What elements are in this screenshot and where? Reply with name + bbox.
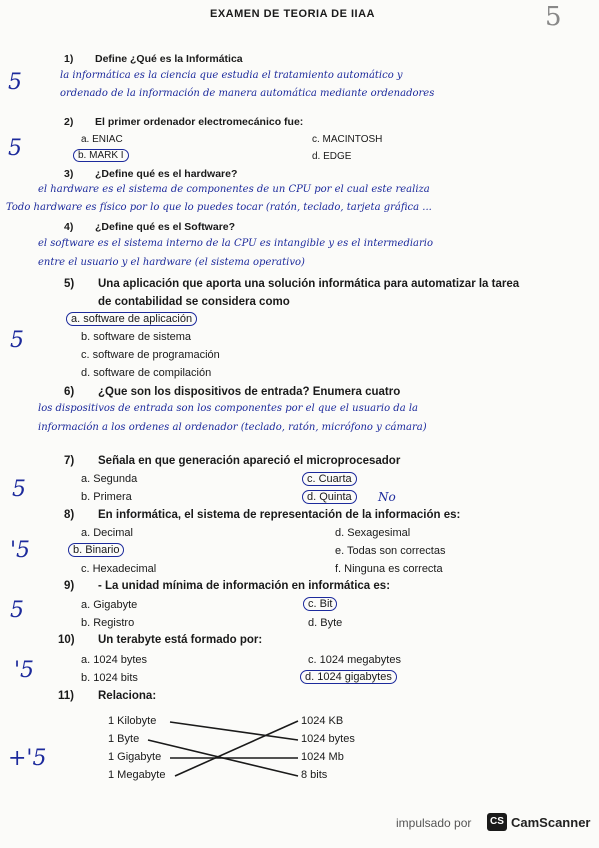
q10-text: Un terabyte está formado por: — [98, 634, 263, 646]
q5-option-c: c. software de programación — [81, 349, 220, 361]
q11-left-item: 1 Byte — [108, 733, 140, 745]
q11-right-item: 1024 bytes — [301, 733, 355, 745]
q7-option-c-selected: c. Cuarta — [302, 472, 357, 486]
q5-option-d: d. software de compilación — [81, 367, 212, 379]
q4-answer-line-2: entre el usuario y el hardware (el sistema operativo) — [38, 257, 305, 268]
q1-answer-line-1: la informática es la ciencia que estudia el tratamiento automático y — [60, 70, 403, 81]
q10-number: 10) — [58, 634, 75, 646]
q4-text: ¿Define qué es el Software? — [95, 221, 236, 233]
score-mark: 5 — [545, 2, 562, 32]
q10-option-b: b. 1024 bits — [81, 672, 138, 684]
q5-number: 5) — [64, 278, 75, 290]
q2-option-a: a. ENIAC — [81, 134, 123, 145]
q9-text: - La unidad mínima de información en informática es: — [98, 580, 391, 592]
match-line-megabyte-to-1024-kb — [175, 721, 298, 776]
q8-option-e: e. Todas son correctas — [335, 545, 446, 557]
match-line-kilobyte-to-1024-bytes — [170, 722, 298, 740]
q5-text: Una aplicación que aporta una solución informática para automatizar la tarea — [98, 278, 520, 290]
q4-number: 4) — [64, 221, 74, 233]
q6-text: ¿Que son los dispositivos de entrada? Enumera cuatro — [98, 386, 401, 398]
q11-right-item: 1024 Mb — [301, 751, 344, 763]
q2-option-b-selected: b. MARK I — [73, 149, 129, 162]
q5-option-a-selected: a. software de aplicación — [66, 312, 197, 326]
q3-answer-line-1: el hardware es el sistema de componentes de un CPU por el cual este realiza — [38, 184, 430, 195]
q11-left-item: 1 Gigabyte — [108, 751, 162, 763]
q9-number: 9) — [64, 580, 75, 592]
q11-number: 11) — [58, 690, 74, 702]
q7-grade-mark: 5 — [12, 477, 26, 502]
q11-right-item: 8 bits — [301, 769, 328, 781]
q8-text: En informática, el sistema de representación de la información es: — [98, 509, 461, 521]
q8-option-f: f. Ninguna es correcta — [335, 563, 443, 575]
q11-text: Relaciona: — [98, 690, 157, 702]
q10-grade-mark: '5 — [14, 658, 35, 683]
q6-number: 6) — [64, 386, 75, 398]
q8-option-d: d. Sexagesimal — [335, 527, 411, 539]
q9-option-b: b. Registro — [81, 617, 135, 629]
q8-number: 8) — [64, 509, 75, 521]
q6-answer-line-1: los dispositivos de entrada son los componentes por el que el usuario da la — [38, 403, 419, 414]
q3-text: ¿Define qué es el hardware? — [95, 168, 238, 180]
camscanner-brand: CamScanner — [511, 815, 591, 830]
q7-option-a: a. Segunda — [81, 473, 138, 485]
q4-answer-line-1: el software es el sistema interno de la CPU es intangible y es el intermediario — [38, 238, 434, 249]
q9-grade-mark: 5 — [10, 598, 24, 623]
q2-grade-mark: 5 — [8, 136, 22, 161]
q8-option-c: c. Hexadecimal — [81, 563, 157, 575]
q10-option-c: c. 1024 megabytes — [308, 654, 401, 666]
exam-title: EXAMEN DE TEORIA DE IIAA — [210, 8, 375, 20]
q11-left-item: 1 Kilobyte — [108, 715, 157, 727]
q10-option-d-selected: d. 1024 gigabytes — [300, 670, 397, 684]
q2-option-c: c. MACINTOSH — [312, 134, 383, 145]
q3-number: 3) — [64, 168, 74, 180]
q9-option-a: a. Gigabyte — [81, 599, 138, 611]
q5-grade-mark: 5 — [10, 328, 24, 353]
q3-answer-line-2: Todo hardware es físico por lo que lo puedes tocar (ratón, teclado, tarjeta gráfica ... — [6, 202, 432, 213]
q7-number: 7) — [64, 455, 75, 467]
q1-grade-mark: 5 — [8, 70, 22, 95]
q5-option-b: b. software de sistema — [81, 331, 192, 343]
q8-option-a: a. Decimal — [81, 527, 133, 539]
q9-option-c-selected: c. Bit — [303, 597, 337, 611]
q11-right-item: 1024 KB — [301, 715, 344, 727]
q9-option-d: d. Byte — [308, 617, 343, 629]
q2-text: El primer ordenador electromecánico fue: — [95, 116, 304, 128]
q7-option-d-circled: d. Quinta — [302, 490, 357, 504]
q8-option-b-selected: b. Binario — [68, 543, 124, 557]
q5-text-continued: de contabilidad se considera como — [98, 296, 290, 308]
footer-powered-by: impulsado por — [396, 816, 472, 830]
q1-answer-line-2: ordenado de la información de manera automática mediante ordenadores — [60, 88, 435, 99]
q1-text: Define ¿Qué es la Informática — [95, 53, 243, 65]
q6-answer-line-2: información a los ordenes al ordenador (teclado, ratón, micrófono y cámara) — [38, 422, 427, 433]
q7-option-b: b. Primera — [81, 491, 132, 503]
q11-left-item: 1 Megabyte — [108, 769, 166, 781]
q11-grade-mark: +'5 — [8, 746, 47, 771]
q7-text: Señala en que generación apareció el microprocesador — [98, 455, 401, 467]
camscanner-logo-icon: CS — [487, 813, 507, 831]
q8-grade-mark: '5 — [10, 538, 31, 563]
q1-number: 1) — [64, 53, 74, 65]
q7-note-no: No — [378, 490, 396, 504]
q2-number: 2) — [64, 116, 74, 128]
q2-option-d: d. EDGE — [312, 151, 352, 162]
q10-option-a: a. 1024 bytes — [81, 654, 148, 666]
